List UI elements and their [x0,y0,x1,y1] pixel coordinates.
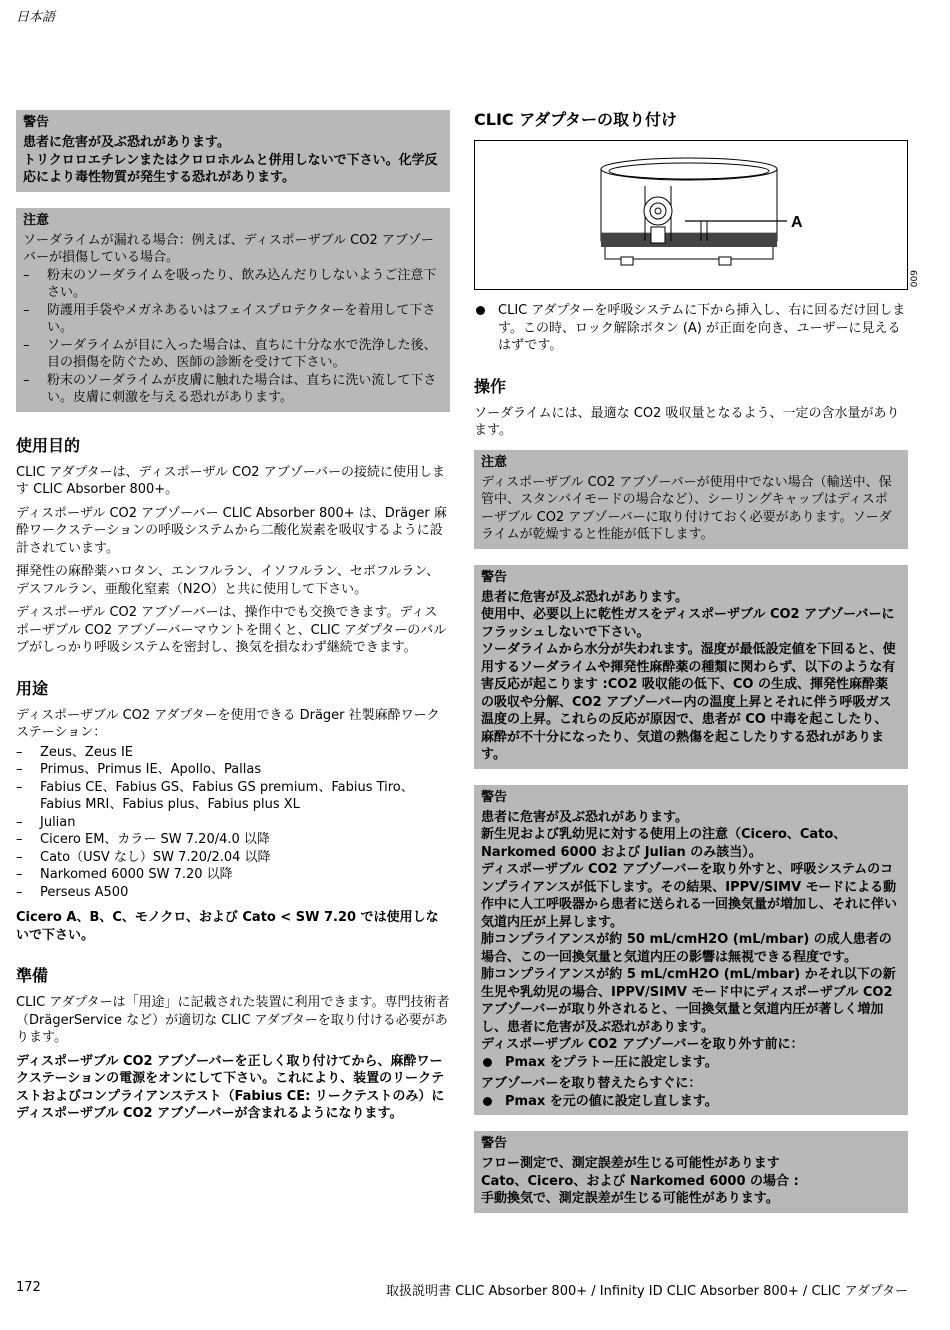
section-title-purpose: 使用目的 [16,435,81,455]
warning-bullet-text: Pmax をプラトー圧に設定します。 [505,1054,718,1070]
warning-line: 肺コンプライアンスが約 5 mL/cmH2O (mL/mbar) かそれ以下の新生児や乳幼児の場合、IPPV/SIMV モード中にディスポーザブル CO2 アブゾーバーが取り外されると、一回換気量と気道内圧が著しく増加し、患者に危害が及ぶ恐れがあります。 [481,967,896,1035]
caution-item: – 粉末のソーダライムが皮膚に触れた場合は、直ちに洗い流して下さい。皮膚に刺激を与える恐れがあります。 [23,372,442,407]
document-title: 取扱説明書 CLIC Absorber 800+ / Infinity ID CLIC Absorber 800+ / CLIC アダプター [385,1284,908,1299]
device-item: – Primus、Primus IE、Apollo、Pallas [16,761,450,779]
device-list [16,744,450,902]
paragraph: ソーダライムには、最適な CO2 吸収量となるよう、一定の含水量があります。 [474,405,900,438]
warning-line: ディスポーザブル CO2 アブゾーバーを取り外すと、呼吸システムのコンプライアンスが低下します。その結果、IPPV/SIMV モードによる動作中に人工呼吸器から患者に送られる一回換気量が増加し、それに伴い気道内圧が上昇します。 [481,862,898,930]
section-title-applications: 用途 [16,678,49,698]
caution-box-soda-lime [16,208,450,412]
warning-box-flow-measurement [474,1131,908,1213]
warning-line: 患者に危害が及ぶ恐れがあります。 [23,135,230,150]
applications-note: Cicero A、B、C、モノクロ、および Cato < SW 7.20 では使用しないで下さい。 [16,910,439,943]
section-title-operation: 操作 [474,376,507,396]
caution-item: – 防護用手袋やメガネあるいはフェイスプロテクターを着用して下さい。 [23,302,442,337]
operation-body [474,405,908,440]
warning-line: Cato、Cicero、および Narkomed 6000 の場合 : [481,1173,799,1189]
warning-heading: 警告 [481,569,508,585]
device-item: – Fabius CE、Fabius GS、Fabius GS premium、Fabius Tiro、Fabius MRI、Fabius plus、Fabius plus XL [16,779,450,814]
device-item: – Julian [16,814,450,832]
warning-line: ディスポーザブル CO2 アブゾーバーを取り外す前に： [481,1037,804,1052]
callout-label: A [791,214,803,231]
warning-line: 患者に危害が及ぶ恐れがあります。 [481,589,688,605]
caution-item: – 粉末のソーダライムを吸ったり、飲み込んだりしないようご注意下さい。 [23,267,442,302]
device-item: – Narkomed 6000 SW 7.20 以降 [16,866,450,884]
adapter-illustration [474,140,920,290]
warning-bullet [481,1093,900,1111]
device-item: – Cato（USV なし）SW 7.20/2.04 以降 [16,849,450,867]
caution-list [23,267,442,407]
device-item: – Cicero EM、カラー SW 7.20/4.0 以降 [16,831,450,849]
warning-line: 使用中、必要以上に乾性ガスをディスポーザブル CO2 アブゾーバーにフラッシュしないで下さい。 [481,607,895,640]
figure-code: 009 [910,269,920,287]
caution-item: – ソーダライムが目に入った場合は、直ちに十分な水で洗浄した後、目の損傷を防ぐため、医師の診断を受けて下さい。 [23,337,442,372]
warning-box-dry-gas [474,565,908,769]
paragraph: ディスポーザブル CO2 アブゾーバーを正しく取り付けてから、麻酔ワークステーションの電源をオンにして下さい。これにより、装置のリークテストおよびコンプライアンステスト（Fabius CE: リークテストのみ）にディスポーザブル CO2 アブゾーバーが含まれるようになります。 [16,1053,445,1121]
preparation-body [16,994,450,1123]
section-title-preparation: 準備 [16,966,49,985]
adapter-drawing [475,141,907,289]
caution-text: ディスポーザブル CO2 アブゾーバーが使用中でない場合（輸送中、保管中、スタンバイモードの場合など）、シーリングキャップはディスポーザブル CO2 アブゾーバーに取り付けておく必要があります。ソーダライムが乾燥すると性能が低下します。 [481,474,892,542]
warning-box-chemical [16,110,450,192]
paragraph: ディスポーザブル CO2 アダプターを使用できる Dräger 社製麻酔ワークステーション： [16,707,440,740]
bullet-dot [483,1097,492,1106]
install-step [474,302,908,355]
paragraph: ディスポーザル CO2 アブゾーバーは、操作中でも交換できます。ディスポーザブル CO2 アブゾーバーマウントを開くと、CLIC アダプターのバルブがしっかり呼吸システムを密封し、換気を損なわず継続できます。 [16,605,447,655]
device-item: – Perseus A500 [16,884,450,902]
warning-line: アブゾーバーを取り替えたらすぐに： [481,1076,702,1091]
page-number: 172 [16,1280,41,1295]
warning-line: 手動換気で、測定誤差が生じる可能性があります。 [481,1191,779,1206]
warning-bullet [481,1054,900,1072]
warning-heading: 警告 [23,115,50,130]
paragraph: CLIC アダプターは「用途」に記載された装置に利用できます。専門技術者（DrägerService など）が適切な CLIC アダプターを取り付ける必要があります。 [16,995,450,1045]
caution-intro: ソーダライムが漏れる場合：例えば、ディスポーザブル CO2 アブゾーバーが損傷している場合。 [23,232,434,265]
device-item: – Zeus、Zeus IE [16,744,450,762]
right-column [474,110,920,1229]
warning-heading: 警告 [481,1136,508,1151]
install-step-text: CLIC アダプターを呼吸システムに下から挿入し、右に回るだけ回します。この時、ロック解除ボタン (A) が正面を向き、ユーザーに見えるはずです。 [498,303,906,353]
warning-line: 患者に危害が及ぶ恐れがあります。 [481,809,688,825]
paragraph: CLIC アダプターは、ディスポーザル CO2 アブゾーバーの接続に使用します CLIC Absorber 800+。 [16,464,446,497]
purpose-body [16,464,450,657]
warning-line: トリクロロエチレンまたはクロロホルムと併用しないで下さい。化学反応により毒性物質が発生する恐れがあります。 [23,152,438,185]
caution-box-storage [474,450,908,549]
section-title-install: CLIC アダプターの取り付け [474,110,677,129]
paragraph: ディスポーザル CO2 アブゾーバー CLIC Absorber 800+ は、Dräger 麻酔ワークステーションの呼吸システムから二酸化炭素を吸収するように設計されています。 [16,505,447,556]
paragraph: 揮発性の麻酔薬ハロタン、エンフルラン、イソフルラン、セボフルラン、デスフルラン、亜酸化窒素（N2O）と共に使用して下さい。 [16,564,440,597]
warning-bullet-text: Pmax を元の値に設定し直します。 [505,1093,718,1109]
warning-line: 新生児および乳幼児に対する使用上の注意（Cicero、Cato、Narkomed 6000 および Julian のみ該当）。 [481,827,847,860]
caution-heading: 注意 [23,212,50,228]
language-label: 日本語 [16,10,56,25]
warning-line: ソーダライムから水分が失われます。湿度が最低設定値を下回ると、使用するソーダライムや揮発性麻酔薬の種類に関わらず、以下のような有害反応が起こります :CO2 吸収能の低下、CO の生成、揮発性麻酔薬の吸収や分解、CO2 アブゾーバー内の温度上昇とそれに伴う呼吸ガス温度の上昇。これらの反応が原因で、患者が CO 中毒を起こしたり、麻酔が不十分になったり、気道の熱傷を起こしたりする恐れがあります。 [481,642,896,762]
applications-body [16,707,450,945]
warning-line: 肺コンプライアンスが約 50 mL/cmH2O (mL/mbar) の成人患者の場合、この一回換気量と気道内圧の影響は無視できる程度です。 [481,932,892,965]
bullet-dot [483,1058,492,1067]
warning-heading: 警告 [481,789,508,805]
warning-box-neonatal [474,785,908,1116]
caution-heading: 注意 [481,454,508,470]
warning-line: フロー測定で、測定誤差が生じる可能性があります [481,1156,780,1171]
left-column [16,110,450,1129]
bullet-dot [476,306,485,315]
